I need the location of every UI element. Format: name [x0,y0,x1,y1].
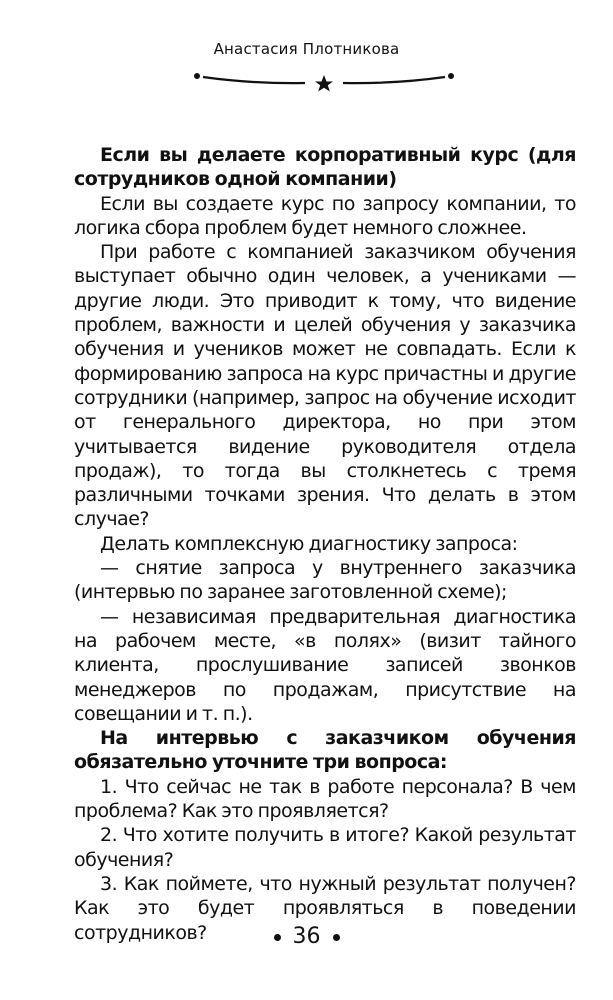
dash-list-item: — независимая предварительная диагностика на рабочем месте, «в полях» (визит тайного клиента, прослушивание записей звонков менеджеров по продажам, присутствие на совещании и т. п.). [74,605,576,725]
page-footer [0,924,613,949]
running-header-author: Анастасия Плотникова [213,40,400,58]
numbered-question: 3. Как поймете, что нужный результат получен? Как это будет проявляться в поведении сотрудников? [74,872,576,944]
bullet-icon [333,934,340,941]
page-body [74,143,576,945]
paragraph: При работе с компанией заказчиком обучения выступает обычно один человек, а учениками — другие люди. Это приводит к тому, что видение проблем, важности и целей обучения у заказчика обучения и учеников может не совпадать. Если к формированию запроса на курс причастны и другие сотрудники (например, запрос на обучение исходит от генерального директора, но при этом учитывается видение руководителя отдела продаж), то тогда вы столкнетесь с тремя различными точками зрения. Что делать в этом случае? [74,241,576,531]
section-heading: На интервью с заказчиком обучения обязательно уточните три вопроса: [74,727,576,774]
section-heading: Если вы делаете корпоративный курс (для сотрудников одной компании) [74,144,576,191]
star-divider-icon [193,70,455,94]
paragraph: Если вы создаете курс по запросу компании, то логика сбора проблем будет немного сложнее. [74,192,576,239]
page-number: 36 [292,924,321,949]
numbered-question: 1. Что сейчас не так в работе персонала? В чем проблема? Как это проявляется? [74,775,576,823]
numbered-question: 2. Что хотите получить в итоге? Какой результат обучения? [74,824,576,871]
dash-list-item: — снятие запроса у внутреннего заказчика (интервью по заранее заготовленной схеме); [74,557,576,604]
bullet-icon [274,934,281,941]
paragraph: Делать комплексную диагностику запроса: [100,532,518,555]
